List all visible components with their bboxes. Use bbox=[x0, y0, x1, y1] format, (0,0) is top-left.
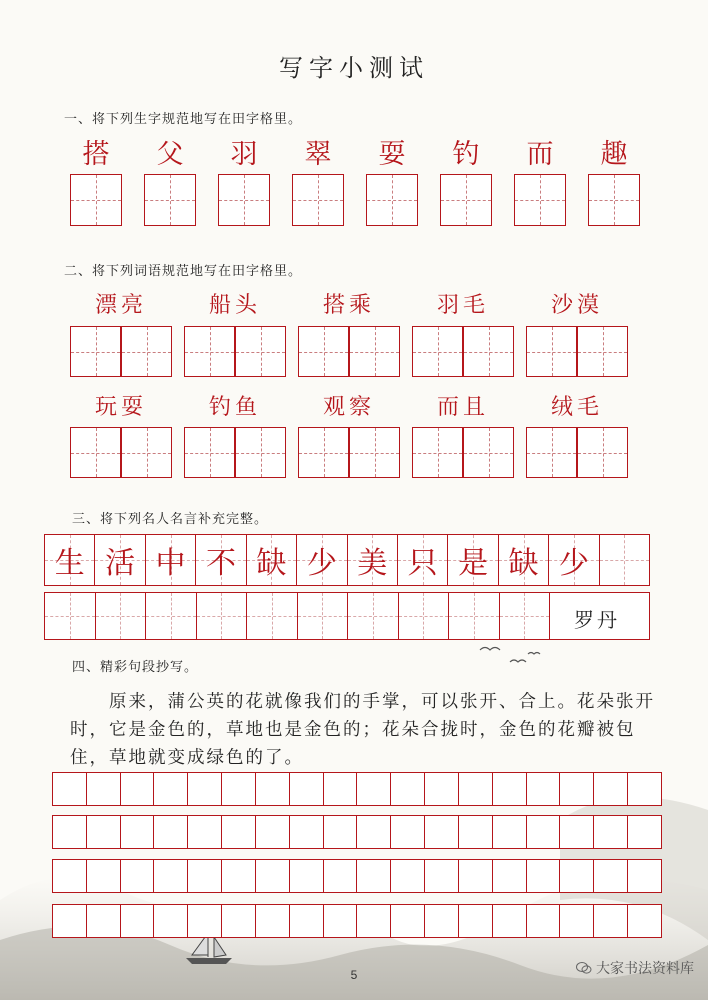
copy-cell[interactable] bbox=[256, 773, 290, 805]
copy-cell[interactable] bbox=[188, 860, 222, 892]
answer-cell[interactable] bbox=[399, 593, 450, 639]
copy-cell[interactable] bbox=[121, 773, 155, 805]
copy-cell[interactable] bbox=[154, 860, 188, 892]
tianzige-box[interactable] bbox=[70, 174, 122, 226]
copy-grid-row bbox=[52, 772, 662, 806]
copy-cell[interactable] bbox=[560, 816, 594, 848]
copy-cell[interactable] bbox=[560, 860, 594, 892]
copy-cell[interactable] bbox=[256, 816, 290, 848]
answer-cell[interactable] bbox=[500, 593, 551, 639]
word-label: 而且 bbox=[436, 395, 489, 420]
copy-cell[interactable] bbox=[391, 860, 425, 892]
copy-cell[interactable] bbox=[628, 816, 661, 848]
copy-cell[interactable] bbox=[527, 816, 561, 848]
quote-cell: 中 bbox=[146, 535, 196, 585]
answer-cell[interactable] bbox=[45, 593, 96, 639]
quote-cell: 少 bbox=[297, 535, 347, 585]
char-label: 搭 bbox=[82, 139, 110, 170]
tianzige-box[interactable] bbox=[526, 326, 577, 377]
word-label: 观察 bbox=[322, 395, 375, 420]
word-label: 船头 bbox=[208, 293, 261, 318]
word-label: 搭乘 bbox=[322, 293, 375, 318]
copy-cell[interactable] bbox=[425, 773, 459, 805]
answer-cell[interactable] bbox=[449, 593, 500, 639]
answer-cell[interactable] bbox=[348, 593, 399, 639]
copy-cell[interactable] bbox=[391, 773, 425, 805]
quote-cell: 是 bbox=[448, 535, 498, 585]
copy-cell[interactable] bbox=[357, 860, 391, 892]
tianzige-box[interactable] bbox=[514, 174, 566, 226]
copy-cell[interactable] bbox=[493, 773, 527, 805]
char-label: 羽 bbox=[230, 139, 258, 170]
copy-cell[interactable] bbox=[628, 773, 661, 805]
copy-cell[interactable] bbox=[594, 905, 628, 937]
copy-cell[interactable] bbox=[154, 773, 188, 805]
copy-cell[interactable] bbox=[121, 816, 155, 848]
copy-cell[interactable] bbox=[391, 816, 425, 848]
char-label: 耍 bbox=[378, 139, 406, 170]
word-label: 玩耍 bbox=[94, 395, 147, 420]
section-2-heading: 二、将下列词语规范地写在田字格里。 bbox=[64, 264, 303, 279]
copy-cell[interactable] bbox=[222, 860, 256, 892]
section-3-heading: 三、将下列名人名言补充完整。 bbox=[72, 512, 269, 527]
copy-cell[interactable] bbox=[222, 816, 256, 848]
copy-cell[interactable] bbox=[459, 773, 493, 805]
tianzige-box[interactable] bbox=[235, 427, 286, 478]
copy-cell[interactable] bbox=[324, 860, 358, 892]
copy-cell[interactable] bbox=[459, 816, 493, 848]
copy-cell[interactable] bbox=[87, 905, 121, 937]
word-label: 绒毛 bbox=[550, 395, 603, 420]
answer-cell[interactable] bbox=[247, 593, 298, 639]
copy-cell[interactable] bbox=[628, 905, 661, 937]
tianzige-box[interactable] bbox=[366, 174, 418, 226]
tianzige-box[interactable] bbox=[298, 427, 349, 478]
copy-cell[interactable] bbox=[459, 860, 493, 892]
copy-cell[interactable] bbox=[560, 773, 594, 805]
answer-cell[interactable] bbox=[197, 593, 248, 639]
quote-cell: 美 bbox=[348, 535, 398, 585]
tianzige-box[interactable] bbox=[440, 174, 492, 226]
copy-cell[interactable] bbox=[154, 816, 188, 848]
watermark bbox=[576, 958, 694, 978]
word-label: 钓鱼 bbox=[208, 395, 261, 420]
tianzige-box[interactable] bbox=[70, 427, 121, 478]
page-title: 写字小测试 bbox=[279, 54, 429, 82]
watermark-text: 大家书法资料库 bbox=[596, 960, 694, 976]
copy-cell[interactable] bbox=[594, 860, 628, 892]
wechat-icon bbox=[576, 961, 592, 975]
tianzige-box[interactable] bbox=[121, 326, 172, 377]
quote-cell: 只 bbox=[398, 535, 448, 585]
copy-cell[interactable] bbox=[493, 860, 527, 892]
copy-cell[interactable] bbox=[53, 773, 87, 805]
copy-cell[interactable] bbox=[560, 905, 594, 937]
tianzige-box[interactable] bbox=[412, 427, 463, 478]
char-label: 趣 bbox=[600, 139, 628, 170]
copy-cell[interactable] bbox=[290, 816, 324, 848]
copy-cell[interactable] bbox=[493, 905, 527, 937]
copy-cell[interactable] bbox=[527, 773, 561, 805]
tianzige-box[interactable] bbox=[144, 174, 196, 226]
quote-grid-row bbox=[44, 534, 650, 586]
char-label: 而 bbox=[526, 139, 554, 170]
copy-cell[interactable] bbox=[527, 905, 561, 937]
quote-cell[interactable] bbox=[600, 535, 649, 585]
copy-cell[interactable] bbox=[87, 816, 121, 848]
copy-cell[interactable] bbox=[425, 816, 459, 848]
tianzige-box[interactable] bbox=[298, 326, 349, 377]
tianzige-box[interactable] bbox=[463, 427, 514, 478]
quote-author: 罗丹 bbox=[574, 608, 620, 632]
tianzige-box[interactable] bbox=[577, 326, 628, 377]
copy-cell[interactable] bbox=[290, 773, 324, 805]
quote-cell: 缺 bbox=[247, 535, 297, 585]
tianzige-box[interactable] bbox=[349, 326, 400, 377]
copy-cell[interactable] bbox=[87, 860, 121, 892]
copy-cell[interactable] bbox=[256, 860, 290, 892]
copy-cell[interactable] bbox=[527, 860, 561, 892]
birds-decoration bbox=[470, 640, 550, 670]
word-label: 漂亮 bbox=[94, 293, 147, 318]
copy-cell[interactable] bbox=[121, 860, 155, 892]
copy-cell[interactable] bbox=[628, 860, 661, 892]
copy-cell[interactable] bbox=[154, 905, 188, 937]
copy-cell[interactable] bbox=[53, 905, 87, 937]
copy-cell[interactable] bbox=[53, 860, 87, 892]
copy-cell[interactable] bbox=[324, 773, 358, 805]
copy-cell[interactable] bbox=[188, 816, 222, 848]
quote-cell: 缺 bbox=[499, 535, 549, 585]
answer-cell[interactable] bbox=[96, 593, 147, 639]
copy-cell[interactable] bbox=[188, 773, 222, 805]
copy-cell[interactable] bbox=[290, 905, 324, 937]
page-number: 5 bbox=[350, 968, 358, 982]
tianzige-box[interactable] bbox=[412, 326, 463, 377]
copy-cell[interactable] bbox=[188, 905, 222, 937]
copy-cell[interactable] bbox=[357, 773, 391, 805]
section-4-heading: 四、精彩句段抄写。 bbox=[72, 660, 199, 675]
copy-cell[interactable] bbox=[459, 905, 493, 937]
tianzige-box[interactable] bbox=[121, 427, 172, 478]
copy-cell[interactable] bbox=[222, 905, 256, 937]
copy-grid-row bbox=[52, 859, 662, 893]
answer-cell[interactable] bbox=[146, 593, 197, 639]
copy-cell[interactable] bbox=[53, 816, 87, 848]
copy-cell[interactable] bbox=[290, 860, 324, 892]
word-label: 沙漠 bbox=[550, 293, 603, 318]
copy-cell[interactable] bbox=[425, 860, 459, 892]
copy-paragraph: 原来，蒲公英的花就像我们的手掌，可以张开、合上。花朵张开时，它是金色的，草地也是金色的；花朵合拢时，金色的花瓣被包住，草地就变成绿色的了。 bbox=[70, 692, 655, 768]
copy-cell[interactable] bbox=[594, 816, 628, 848]
copy-cell[interactable] bbox=[87, 773, 121, 805]
char-label: 钓 bbox=[452, 139, 480, 170]
answer-cell[interactable] bbox=[298, 593, 349, 639]
quote-cell: 活 bbox=[95, 535, 145, 585]
tianzige-box[interactable] bbox=[292, 174, 344, 226]
tianzige-box[interactable] bbox=[463, 326, 514, 377]
copy-grid-row bbox=[52, 815, 662, 849]
copy-cell[interactable] bbox=[222, 773, 256, 805]
copy-cell[interactable] bbox=[391, 905, 425, 937]
copy-cell[interactable] bbox=[256, 905, 290, 937]
copy-cell[interactable] bbox=[324, 816, 358, 848]
tianzige-box[interactable] bbox=[526, 427, 577, 478]
quote-cell: 少 bbox=[549, 535, 599, 585]
section-1-heading: 一、将下列生字规范地写在田字格里。 bbox=[64, 112, 303, 127]
quote-answer-row bbox=[44, 592, 650, 640]
tianzige-box[interactable] bbox=[184, 427, 235, 478]
tianzige-box[interactable] bbox=[70, 326, 121, 377]
quote-cell: 生 bbox=[45, 535, 95, 585]
char-label: 翠 bbox=[304, 139, 332, 170]
tianzige-box[interactable] bbox=[577, 427, 628, 478]
copy-cell[interactable] bbox=[357, 905, 391, 937]
copy-cell[interactable] bbox=[357, 816, 391, 848]
word-label: 羽毛 bbox=[436, 293, 489, 318]
tianzige-box[interactable] bbox=[218, 174, 270, 226]
copy-cell[interactable] bbox=[493, 816, 527, 848]
copy-grid-row bbox=[52, 904, 662, 938]
tianzige-box[interactable] bbox=[184, 326, 235, 377]
tianzige-box[interactable] bbox=[235, 326, 286, 377]
copy-cell[interactable] bbox=[425, 905, 459, 937]
tianzige-box[interactable] bbox=[588, 174, 640, 226]
quote-cell: 不 bbox=[196, 535, 246, 585]
char-label: 父 bbox=[156, 139, 184, 170]
tianzige-box[interactable] bbox=[349, 427, 400, 478]
copy-cell[interactable] bbox=[324, 905, 358, 937]
copy-cell[interactable] bbox=[121, 905, 155, 937]
copy-cell[interactable] bbox=[594, 773, 628, 805]
